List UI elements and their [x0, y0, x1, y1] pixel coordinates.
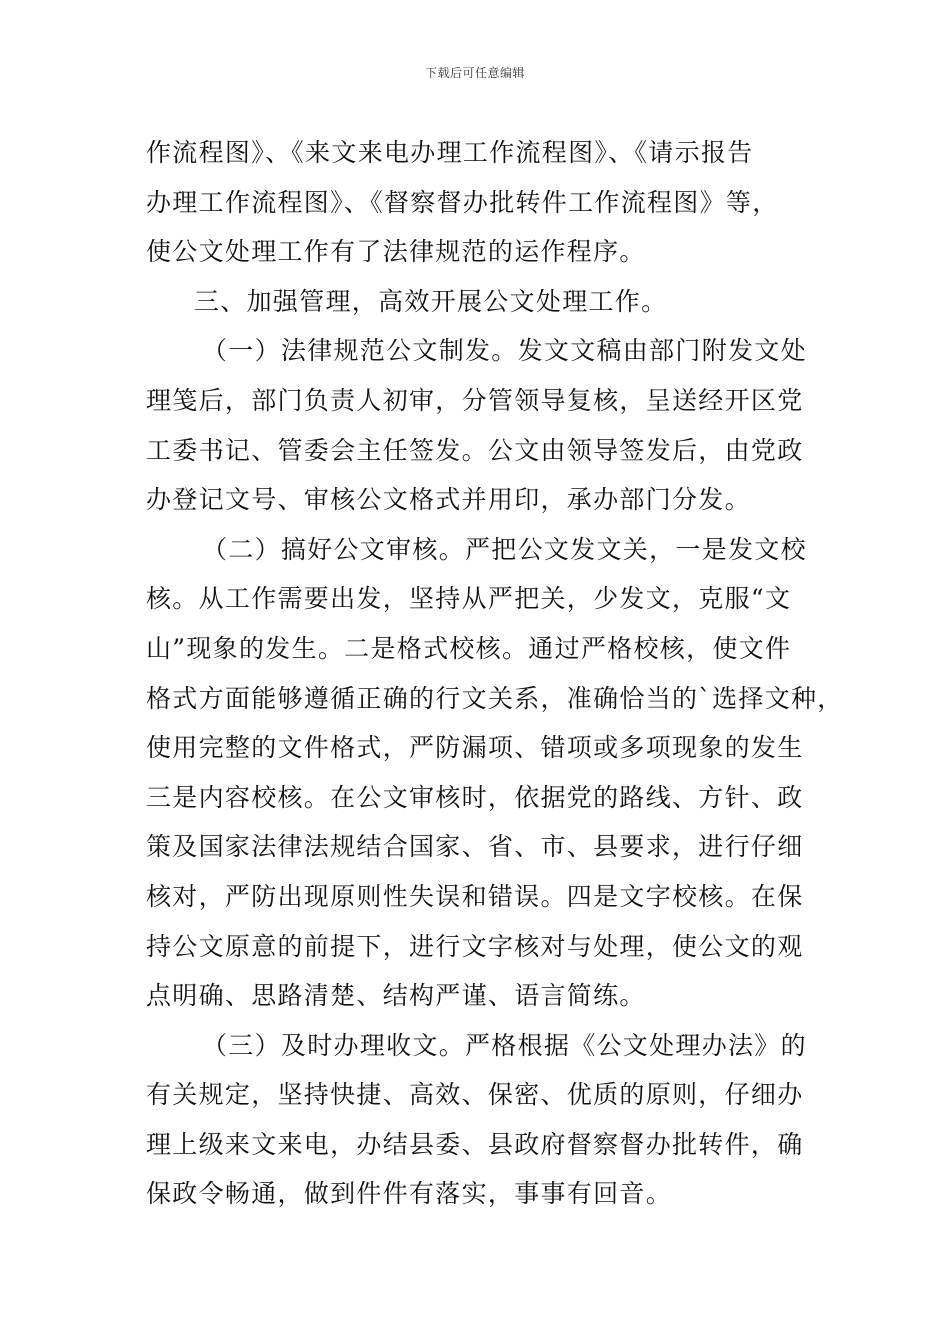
document-body [146, 128, 844, 1219]
text-line: 点明确、思路清楚、结构严谨、语言简练。 [146, 981, 646, 1011]
text-line: 办登记文号、审核公文格式并用印，承办部门分发。 [146, 485, 751, 515]
subsection-first-line: （三）及时办理收文。严格根据《公文处理办法》的 [202, 1030, 807, 1060]
text-line: 核。从工作需要出发，坚持从严把关，少发文，克服“文 [146, 584, 792, 614]
text-line: 工委书记、管委会主任签发。公文由领导签发后，由党政 [146, 435, 804, 465]
subsection-first-line: （二）搞好公文审核。严把公文发文关，一是发文校 [202, 534, 807, 564]
text-line: 核对，严防出现原则性失误和错误。四是文字校核。在保 [146, 881, 804, 911]
text-line: 作流程图》、《来文来电办理工作流程图》、《请示报告 [146, 138, 754, 167]
text-line: 策及国家法律法规结合国家、省、市、县要求，进行仔细 [146, 832, 804, 862]
subsection-first-line: （一）法律规范公文制发。发文文稿由部门附发文处 [202, 336, 807, 366]
text-line: 格式方面能够遵循正确的行文关系，准确恰当的`选择文种， [146, 683, 844, 713]
text-line: 理笺后，部门负责人初审，分管领导复核，呈送经开区党 [146, 385, 804, 415]
text-line: 三是内容校核。在公文审核时，依据党的路线、方针、政 [146, 782, 804, 812]
text-line: 有关规定，坚持快捷、高效、保密、优质的原则，仔细办 [146, 1080, 804, 1110]
text-line: 保政令畅通，做到件件有落实，事事有回音。 [146, 1179, 673, 1209]
page-header-note: 下载后可任意编辑 [424, 66, 525, 80]
text-line: 使公文处理工作有了法律规范的运作程序。 [146, 237, 646, 267]
text-line: 办理工作流程图》、《督察督办批转件工作流程图》等， [146, 187, 779, 217]
text-line: 理上级来文来电，办结县委、县政府督察督办批转件，确 [146, 1129, 804, 1159]
section-heading: 三、加强管理，高效开展公文处理工作。 [194, 286, 668, 316]
text-line: 持公文原意的前提下，进行文字核对与处理，使公文的观 [146, 931, 804, 961]
text-line: 山”现象的发生。二是格式校核。通过严格校核，使文件 [146, 633, 792, 663]
text-line: 使用完整的文件格式，严防漏项、错项或多项现象的发生 [146, 733, 804, 763]
